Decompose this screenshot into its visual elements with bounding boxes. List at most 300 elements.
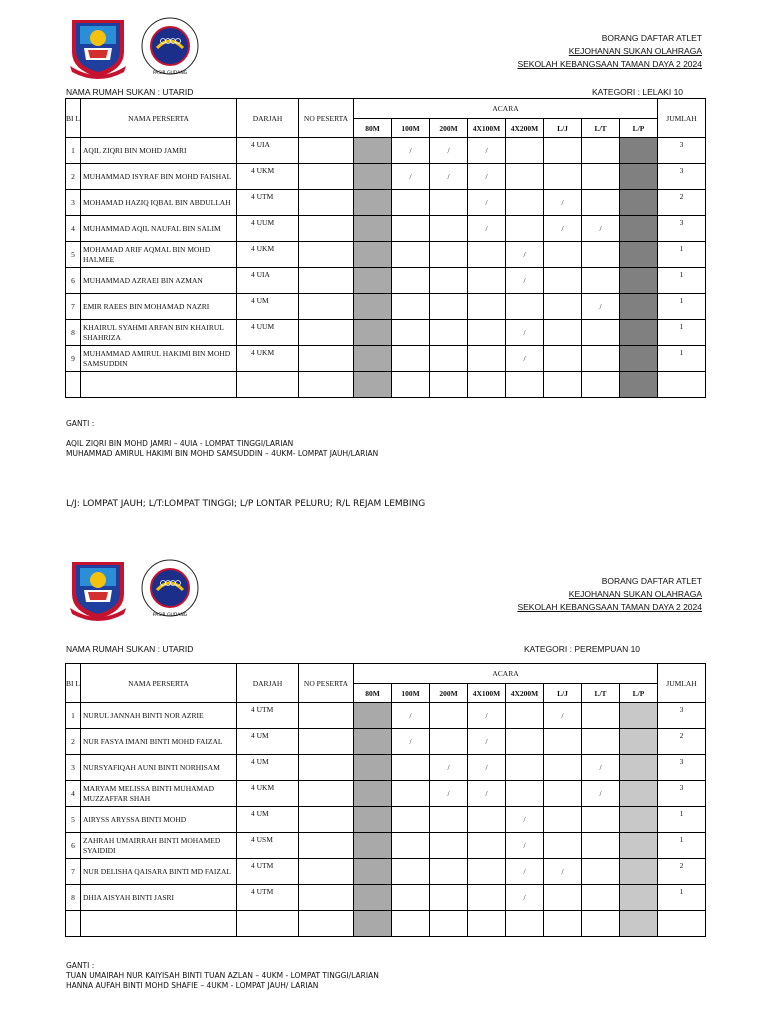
cell-no-peserta: [299, 138, 354, 164]
cell-no-peserta: [299, 190, 354, 216]
col-event: 80M: [354, 119, 392, 138]
seal-bottom-text: PASIR GUDANG: [152, 71, 188, 76]
cell-name: MUHAMMAD AZRAEI BIN AZMAN: [81, 268, 237, 294]
cell-event-mark: [506, 190, 544, 216]
cell-event-mark: [354, 755, 392, 781]
cell-event-mark: [430, 242, 468, 268]
cell-bil: 6: [66, 833, 81, 859]
cell-total: 1: [658, 833, 706, 859]
cell-event-mark: [392, 911, 430, 937]
cell-class: 4 UM: [237, 729, 299, 755]
cell-event-mark: [392, 755, 430, 781]
cell-event-mark: [468, 885, 506, 911]
cell-event-mark: [392, 859, 430, 885]
cell-event-mark: [620, 755, 658, 781]
cell-event-mark: [430, 294, 468, 320]
cell-class: 4 UTM: [237, 703, 299, 729]
cell-event-mark: [544, 729, 582, 755]
table-row: [66, 911, 706, 937]
category-label: KATEGORI : LELAKI 10: [592, 87, 684, 97]
cell-event-mark: /: [582, 294, 620, 320]
col-no: NO PESERTA: [299, 664, 354, 703]
cell-event-mark: /: [582, 216, 620, 242]
cell-event-mark: [468, 294, 506, 320]
cell-event-mark: /: [468, 190, 506, 216]
cell-class: [237, 372, 299, 398]
cell-event-mark: [582, 164, 620, 190]
col-total: JUMLAH: [658, 99, 706, 138]
cell-name: DHIA AISYAH BINTI JASRI: [81, 885, 237, 911]
cell-event-mark: /: [468, 216, 506, 242]
cell-event-mark: /: [582, 781, 620, 807]
ganti-item: MUHAMMAD AMIRUL HAKIMI BIN MOHD SAMSUDDIN – 4UKM- LOMPAT JAUH/LARIAN: [66, 449, 379, 458]
table-row: [66, 242, 706, 268]
cell-name: MOHAMAD HAZIQ IQBAL BIN ABDULLAH: [81, 190, 237, 216]
cell-class: 4 USM: [237, 833, 299, 859]
cell-event-mark: /: [430, 755, 468, 781]
cell-bil: 1: [66, 703, 81, 729]
cell-name: NURSYAFIQAH AUNI BINTI NORHISAM: [81, 755, 237, 781]
cell-bil: 5: [66, 242, 81, 268]
cell-event-mark: [354, 216, 392, 242]
cell-event-mark: [430, 885, 468, 911]
cell-no-peserta: [299, 216, 354, 242]
cell-event-mark: [430, 372, 468, 398]
cell-event-mark: [544, 294, 582, 320]
ganti-item: HANNA AUFAH BINTI MOHD SHAFIE – 4UKM - LOMPAT JAUH/ LARIAN: [66, 981, 319, 990]
cell-class: 4 UM: [237, 807, 299, 833]
sports-council-seal: [141, 556, 199, 620]
cell-total: 3: [658, 164, 706, 190]
cell-event-mark: [506, 703, 544, 729]
cell-event-mark: [620, 729, 658, 755]
ganti-label: GANTI :: [66, 961, 95, 970]
cell-total: 3: [658, 781, 706, 807]
cell-event-mark: [582, 885, 620, 911]
cell-total: 2: [658, 859, 706, 885]
cell-class: 4 UM: [237, 294, 299, 320]
cell-event-mark: [620, 833, 658, 859]
cell-event-mark: [468, 859, 506, 885]
cell-total: 1: [658, 885, 706, 911]
cell-event-mark: [430, 859, 468, 885]
cell-event-mark: /: [468, 781, 506, 807]
cell-event-mark: [354, 268, 392, 294]
cell-event-mark: [430, 346, 468, 372]
cell-event-mark: [506, 138, 544, 164]
cell-event-mark: [544, 346, 582, 372]
cell-event-mark: [468, 268, 506, 294]
table-row: [66, 138, 706, 164]
cell-event-mark: /: [468, 729, 506, 755]
house-label: NAMA RUMAH SUKAN : UTARID: [66, 644, 194, 654]
form-header: [517, 32, 702, 71]
form-title: BORANG DAFTAR ATLET: [601, 33, 702, 43]
cell-no-peserta: [299, 729, 354, 755]
cell-bil: [66, 372, 81, 398]
cell-event-mark: [392, 268, 430, 294]
col-event: 200M: [430, 119, 468, 138]
cell-event-mark: [544, 885, 582, 911]
cell-name: NURUL JANNAH BINTI NOR AZRIE: [81, 703, 237, 729]
cell-event-mark: /: [506, 242, 544, 268]
cell-event-mark: [620, 320, 658, 346]
cell-class: [237, 911, 299, 937]
cell-event-mark: [354, 372, 392, 398]
cell-total: [658, 372, 706, 398]
col-name: NAMA PERSERTA: [81, 99, 237, 138]
cell-event-mark: /: [468, 138, 506, 164]
table-row: [66, 372, 706, 398]
school-crest-logo: [66, 556, 130, 622]
cell-event-mark: [544, 781, 582, 807]
cell-event-mark: [392, 781, 430, 807]
cell-bil: 3: [66, 190, 81, 216]
cell-event-mark: [620, 242, 658, 268]
ganti-item: AQIL ZIQRI BIN MOHD JAMRI – 4UIA - LOMPAT TINGGI/LARIAN: [66, 439, 294, 448]
cell-no-peserta: [299, 703, 354, 729]
cell-event-mark: [392, 320, 430, 346]
cell-event-mark: [468, 807, 506, 833]
cell-class: 4 UIA: [237, 268, 299, 294]
cell-event-mark: [544, 320, 582, 346]
cell-event-mark: [620, 138, 658, 164]
cell-name: KHAIRUL SYAHMI ARFAN BIN KHAIRUL SHAHRIZA: [81, 320, 237, 346]
cell-event-mark: [620, 190, 658, 216]
table-row: [66, 703, 706, 729]
cell-event-mark: [354, 859, 392, 885]
ganti-list: [66, 439, 378, 459]
cell-event-mark: [620, 346, 658, 372]
cell-no-peserta: [299, 268, 354, 294]
col-event: L/P: [620, 119, 658, 138]
cell-name: AIRYSS ARYSSA BINTI MOHD: [81, 807, 237, 833]
cell-event-mark: [544, 807, 582, 833]
cell-name: MUHAMMAD AQIL NAUFAL BIN SALIM: [81, 216, 237, 242]
cell-class: 4 UTM: [237, 885, 299, 911]
cell-event-mark: [582, 372, 620, 398]
cell-event-mark: [430, 190, 468, 216]
cell-no-peserta: [299, 242, 354, 268]
cell-event-mark: [430, 911, 468, 937]
cell-event-mark: /: [468, 164, 506, 190]
cell-event-mark: /: [506, 320, 544, 346]
cell-event-mark: [392, 346, 430, 372]
cell-no-peserta: [299, 885, 354, 911]
col-no: NO PESERTA: [299, 99, 354, 138]
col-bil: BI L: [66, 99, 81, 138]
cell-no-peserta: [299, 320, 354, 346]
cell-class: 4 UUM: [237, 216, 299, 242]
cell-name: [81, 911, 237, 937]
cell-bil: 2: [66, 164, 81, 190]
cell-event-mark: [506, 372, 544, 398]
cell-event-mark: [468, 833, 506, 859]
form-title: BORANG DAFTAR ATLET: [601, 576, 702, 586]
cell-class: 4 UKM: [237, 164, 299, 190]
cell-no-peserta: [299, 755, 354, 781]
cell-event-mark: [582, 346, 620, 372]
cell-class: 4 UUM: [237, 320, 299, 346]
cell-event-mark: [506, 294, 544, 320]
cell-event-mark: /: [430, 781, 468, 807]
cell-event-mark: [354, 729, 392, 755]
col-event: L/T: [582, 684, 620, 703]
cell-event-mark: [620, 216, 658, 242]
school-name: SEKOLAH KEBANGSAAN TAMAN DAYA 2 2024: [517, 602, 702, 612]
cell-total: 3: [658, 755, 706, 781]
cell-event-mark: /: [468, 755, 506, 781]
ganti-label: GANTI :: [66, 419, 95, 428]
cell-bil: 2: [66, 729, 81, 755]
cell-event-mark: [620, 781, 658, 807]
registration-table-1: [65, 98, 706, 398]
cell-event-mark: [582, 703, 620, 729]
cell-no-peserta: [299, 346, 354, 372]
cell-event-mark: [354, 833, 392, 859]
cell-event-mark: [582, 729, 620, 755]
cell-event-mark: [582, 190, 620, 216]
cell-event-mark: [468, 372, 506, 398]
cell-event-mark: /: [544, 216, 582, 242]
cell-event-mark: [506, 729, 544, 755]
cell-event-mark: /: [392, 164, 430, 190]
cell-name: MOHAMAD ARIF AQMAL BIN MOHD HALMEE: [81, 242, 237, 268]
cell-event-mark: [582, 911, 620, 937]
cell-event-mark: [620, 294, 658, 320]
cell-event-mark: [468, 346, 506, 372]
cell-class: 4 UKM: [237, 242, 299, 268]
cell-name: AQIL ZIQRI BIN MOHD JAMRI: [81, 138, 237, 164]
col-event: 100M: [392, 119, 430, 138]
seal-bottom-text: PASIR GUDANG: [152, 613, 188, 618]
cell-event-mark: [354, 346, 392, 372]
cell-event-mark: /: [544, 703, 582, 729]
cell-event-mark: [392, 885, 430, 911]
cell-no-peserta: [299, 911, 354, 937]
col-event: 4X100M: [468, 684, 506, 703]
col-event: L/J: [544, 684, 582, 703]
cell-event-mark: [430, 833, 468, 859]
cell-no-peserta: [299, 294, 354, 320]
cell-event-mark: [354, 294, 392, 320]
house-label: NAMA RUMAH SUKAN : UTARID: [66, 87, 194, 97]
cell-name: MUHAMMAD ISYRAF BIN MOHD FAISHAL: [81, 164, 237, 190]
cell-no-peserta: [299, 164, 354, 190]
cell-event-mark: /: [506, 833, 544, 859]
cell-event-mark: [354, 781, 392, 807]
col-acara: ACARA: [354, 664, 658, 684]
school-name: SEKOLAH KEBANGSAAN TAMAN DAYA 2 2024: [517, 59, 702, 69]
cell-no-peserta: [299, 833, 354, 859]
cell-class: 4 UTM: [237, 859, 299, 885]
cell-bil: 8: [66, 885, 81, 911]
cell-class: 4 UIA: [237, 138, 299, 164]
cell-event-mark: [392, 242, 430, 268]
ganti-list: [66, 971, 379, 991]
cell-event-mark: [430, 216, 468, 242]
cell-event-mark: [582, 833, 620, 859]
cell-total: 1: [658, 807, 706, 833]
sports-council-seal: [141, 14, 199, 78]
cell-event-mark: [506, 164, 544, 190]
cell-no-peserta: [299, 807, 354, 833]
table-row: [66, 294, 706, 320]
table-row: [66, 859, 706, 885]
cell-event-mark: [506, 911, 544, 937]
col-event: L/P: [620, 684, 658, 703]
cell-bil: 4: [66, 781, 81, 807]
cell-event-mark: [544, 833, 582, 859]
cell-event-mark: /: [468, 703, 506, 729]
event-title: KEJOHANAN SUKAN OLAHRAGA: [568, 589, 702, 599]
cell-event-mark: [620, 885, 658, 911]
cell-event-mark: /: [506, 346, 544, 372]
cell-event-mark: [620, 164, 658, 190]
cell-total: 1: [658, 268, 706, 294]
cell-event-mark: [582, 242, 620, 268]
col-bil: BI L: [66, 664, 81, 703]
cell-event-mark: [430, 703, 468, 729]
cell-total: 3: [658, 703, 706, 729]
cell-event-mark: [582, 268, 620, 294]
cell-event-mark: [582, 320, 620, 346]
cell-event-mark: [354, 807, 392, 833]
cell-event-mark: [544, 164, 582, 190]
cell-event-mark: [430, 320, 468, 346]
cell-event-mark: [620, 911, 658, 937]
cell-name: MUHAMMAD AMIRUL HAKIMI BIN MOHD SAMSUDDIN: [81, 346, 237, 372]
cell-event-mark: [544, 138, 582, 164]
cell-event-mark: /: [430, 138, 468, 164]
cell-event-mark: /: [506, 268, 544, 294]
cell-event-mark: [544, 268, 582, 294]
cell-event-mark: /: [544, 190, 582, 216]
col-event: 100M: [392, 684, 430, 703]
cell-class: 4 UM: [237, 755, 299, 781]
table-row: [66, 755, 706, 781]
cell-event-mark: /: [430, 164, 468, 190]
cell-bil: 3: [66, 755, 81, 781]
col-class: DARJAH: [237, 664, 299, 703]
cell-event-mark: [544, 755, 582, 781]
cell-name: [81, 372, 237, 398]
cell-event-mark: [506, 755, 544, 781]
cell-bil: [66, 911, 81, 937]
cell-event-mark: /: [506, 885, 544, 911]
cell-event-mark: /: [506, 859, 544, 885]
cell-event-mark: [392, 190, 430, 216]
cell-name: NUR FASYA IMANI BINTI MOHD FAIZAL: [81, 729, 237, 755]
col-class: DARJAH: [237, 99, 299, 138]
cell-bil: 4: [66, 216, 81, 242]
cell-event-mark: [392, 833, 430, 859]
table-row: [66, 164, 706, 190]
cell-name: NUR DELISHA QAISARA BINTI MD FAIZAL: [81, 859, 237, 885]
cell-bil: 9: [66, 346, 81, 372]
table-row: [66, 729, 706, 755]
cell-no-peserta: [299, 859, 354, 885]
cell-event-mark: [620, 807, 658, 833]
event-title: KEJOHANAN SUKAN OLAHRAGA: [568, 46, 702, 56]
col-event: 200M: [430, 684, 468, 703]
school-crest-logo: [66, 14, 130, 80]
cell-event-mark: [620, 268, 658, 294]
cell-event-mark: [392, 807, 430, 833]
col-event: L/T: [582, 119, 620, 138]
cell-event-mark: [354, 885, 392, 911]
event-legend: L/J: LOMPAT JAUH; L/T:LOMPAT TINGGI; L/P LONTAR PELURU; R/L REJAM LEMBING: [66, 499, 426, 509]
table-row: [66, 781, 706, 807]
table-row: [66, 346, 706, 372]
cell-event-mark: [468, 911, 506, 937]
cell-event-mark: /: [392, 729, 430, 755]
col-event: 4X200M: [506, 119, 544, 138]
table-row: [66, 216, 706, 242]
cell-event-mark: [354, 164, 392, 190]
cell-event-mark: /: [582, 755, 620, 781]
cell-class: 4 UKM: [237, 346, 299, 372]
cell-no-peserta: [299, 372, 354, 398]
col-event: L/J: [544, 119, 582, 138]
cell-event-mark: [430, 807, 468, 833]
cell-event-mark: [354, 138, 392, 164]
cell-event-mark: [620, 859, 658, 885]
form-header: [517, 575, 702, 614]
cell-event-mark: [506, 781, 544, 807]
cell-name: EMIR RAEES BIN MOHAMAD NAZRI: [81, 294, 237, 320]
cell-event-mark: [582, 807, 620, 833]
table-row: [66, 807, 706, 833]
cell-event-mark: [620, 703, 658, 729]
cell-bil: 6: [66, 268, 81, 294]
cell-bil: 7: [66, 294, 81, 320]
table-body: [66, 703, 706, 937]
category-label: KATEGORI : PEREMPUAN 10: [524, 644, 641, 654]
cell-total: 1: [658, 294, 706, 320]
cell-event-mark: [582, 138, 620, 164]
cell-event-mark: [354, 703, 392, 729]
col-total: JUMLAH: [658, 664, 706, 703]
cell-event-mark: [620, 372, 658, 398]
cell-event-mark: [582, 859, 620, 885]
cell-event-mark: [430, 268, 468, 294]
ganti-item: TUAN UMAIRAH NUR KAIYISAH BINTI TUAN AZLAN – 4UKM - LOMPAT TINGGI/LARIAN: [66, 971, 379, 980]
cell-bil: 8: [66, 320, 81, 346]
col-event: 80M: [354, 684, 392, 703]
cell-event-mark: /: [544, 859, 582, 885]
registration-table-2: [65, 663, 706, 937]
table-row: [66, 320, 706, 346]
cell-bil: 1: [66, 138, 81, 164]
cell-event-mark: [506, 216, 544, 242]
cell-event-mark: [392, 294, 430, 320]
cell-bil: 7: [66, 859, 81, 885]
cell-event-mark: [354, 911, 392, 937]
cell-event-mark: [354, 242, 392, 268]
cell-total: [658, 911, 706, 937]
cell-class: 4 UTM: [237, 190, 299, 216]
cell-event-mark: [392, 372, 430, 398]
cell-no-peserta: [299, 781, 354, 807]
cell-total: 3: [658, 138, 706, 164]
cell-event-mark: [544, 911, 582, 937]
table-row: [66, 885, 706, 911]
cell-event-mark: [468, 242, 506, 268]
cell-name: MARYAM MELISSA BINTI MUHAMAD MUZZAFFAR SHAH: [81, 781, 237, 807]
cell-event-mark: [430, 729, 468, 755]
cell-name: ZAHRAH UMAIRRAH BINTI MOHAMED SYAIDIDI: [81, 833, 237, 859]
